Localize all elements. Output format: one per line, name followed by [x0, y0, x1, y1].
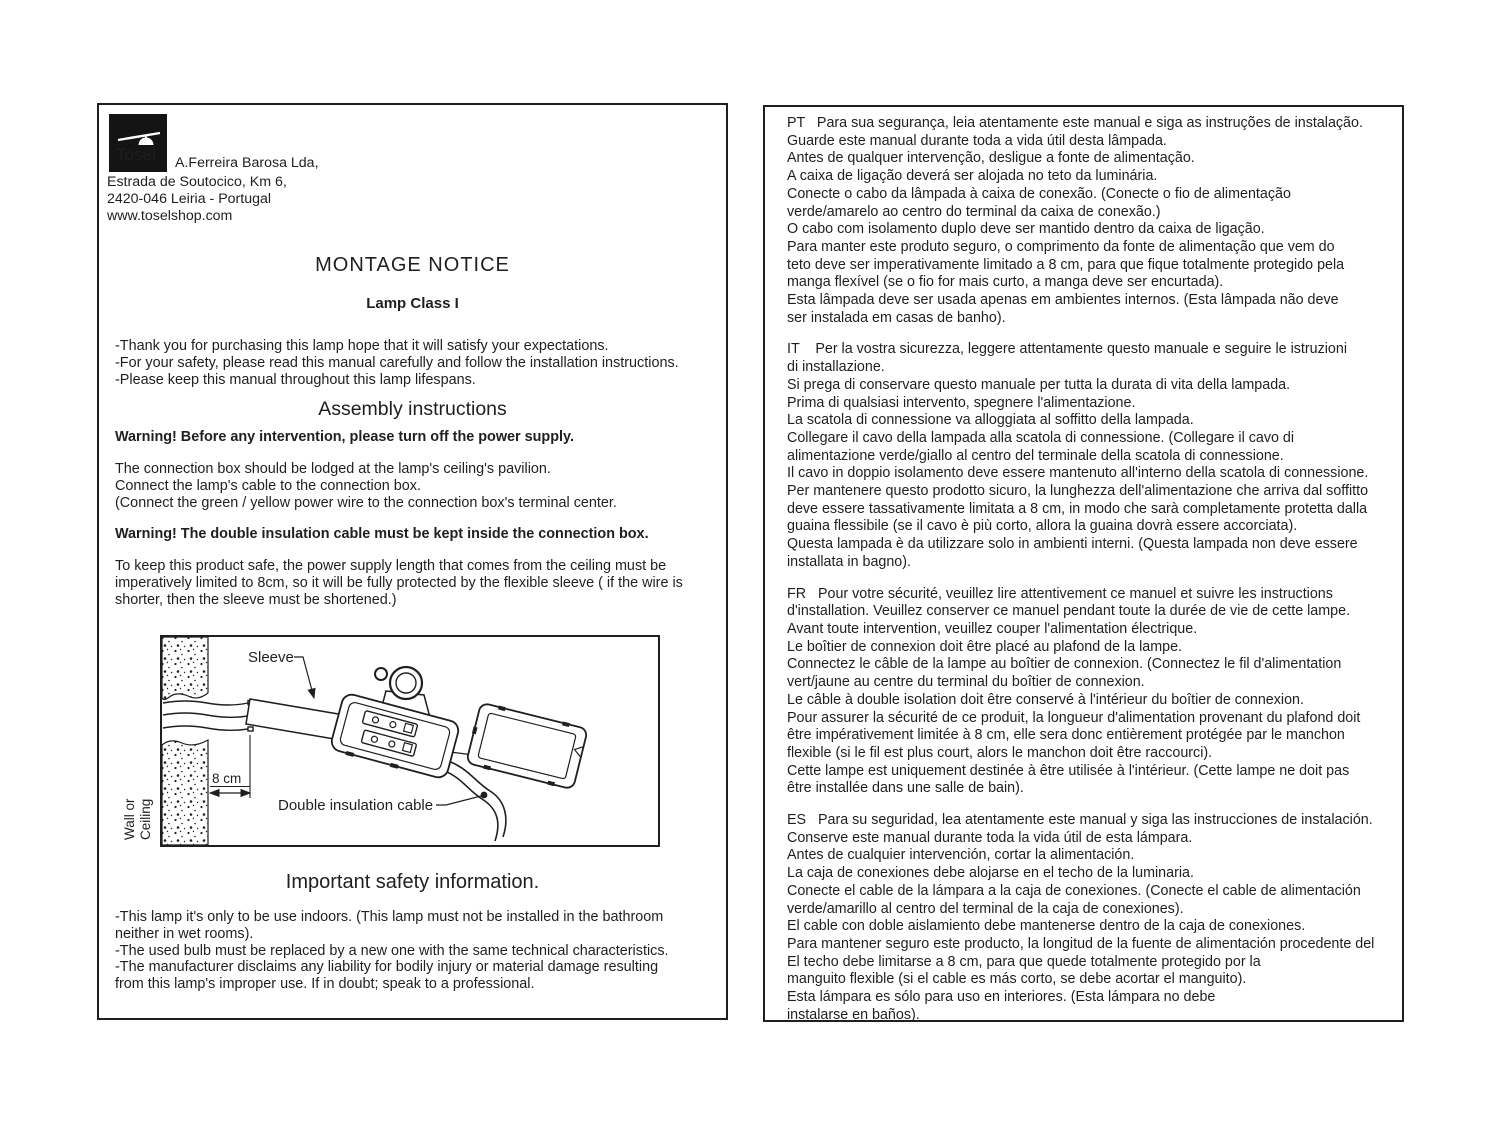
text-line: Para manter este produto seguro, o comprimento da fonte de alimentação que vem do: [787, 238, 1335, 255]
text-line: A caixa de ligação deverá ser alojada no teto da luminária.: [787, 168, 1158, 185]
right-page-translations: [763, 105, 1404, 1022]
text-line: Le boîtier de connexion doit être placé au plafond de la lampe.: [787, 638, 1183, 655]
text-line: -This lamp it's only to be use indoors. (This lamp must not be installed in the bathroom: [115, 909, 664, 925]
text-line: Conecte o cabo da lâmpada à caixa de conexão. (Conecte o fio de alimentação: [787, 185, 1291, 202]
text-line: Prima di qualsiasi intervento, spegnere l'alimentazione.: [787, 394, 1136, 411]
text-line: installata in bagno).: [787, 553, 911, 570]
page-title: MONTAGE NOTICE: [315, 254, 510, 276]
warning-power-supply: Warning! Before any intervention, please turn off the power supply.: [115, 429, 574, 445]
company-name: A.Ferreira Barosa Lda,: [175, 155, 319, 171]
text-line: être impérativement limitée à 8 cm, elle sera donc entièrement protégée par le manchon: [787, 727, 1345, 744]
text-line: ES Para su seguridad, lea atentamente este manual y siga las instrucciones de instalación.: [787, 812, 1373, 829]
intro-paragraph: [115, 338, 679, 388]
text-line: flexible (si le fil est plus court, alors le manchon doit être raccourci).: [787, 744, 1213, 761]
text-line: IT Per la vostra sicurezza, leggere attentamente questo manuale e seguire le istruzioni: [787, 341, 1347, 358]
length-paragraph: [115, 558, 683, 608]
text-line: Para mantener seguro este producto, la longitud de la fuente de alimentación procedente del: [787, 935, 1375, 952]
text-line: manga flexível (se o fio for mais curto, a manga deve ser encurtada).: [787, 274, 1224, 291]
section-italian: [787, 341, 1384, 571]
cover-box: [464, 701, 588, 791]
address-line: Estrada de Soutocico, Km 6,: [107, 174, 287, 190]
text-line: To keep this product safe, the power supply length that comes from the ceiling must be: [115, 558, 667, 574]
text-line: Si prega di conservare questo manuale per tutta la durata di vita della lampada.: [787, 376, 1291, 393]
text-line: Connectez le câble de la lampe au boîtier de connexion. (Connectez le fil d'alimentation: [787, 656, 1342, 673]
steps-paragraph: [115, 461, 617, 511]
text-line: Pour assurer la sécurité de ce produit, la longueur d'alimentation provenant du plafond doit: [787, 709, 1361, 726]
text-line: verde/amarelo ao centro do terminal da caixa de conexão.): [787, 203, 1161, 220]
text-line: Guarde este manual durante toda a vida útil desta lâmpada.: [787, 132, 1167, 149]
text-line: Conecte el cable de la lámpara a la caja de conexiones. (Conecte el cable de alimentación: [787, 882, 1361, 899]
cable-leader-dot: [481, 792, 488, 799]
text-line: Connect the lamp's cable to the connection box.: [115, 477, 421, 494]
text-line: Le câble à double isolation doit être conservé à l'intérieur du boîtier de connexion.: [787, 691, 1304, 708]
text-line: Il cavo in doppio isolamento deve essere mantenuto all'interno della scatola di connessione.: [787, 465, 1369, 482]
left-page: [97, 103, 728, 1020]
section-french: [787, 586, 1384, 798]
text-line: deve essere tassativamente limitata a 8 cm, in modo che sarà completamente protetta dalla: [787, 500, 1368, 517]
text-line: shorter, then the sleeve must be shortened.): [115, 591, 397, 608]
text-line: imperatively limited to 8cm, so it will be fully protected by the flexible sleeve ( if the wire is: [115, 574, 683, 591]
text-line: -Please keep this manual throughout this lamp lifespans.: [115, 371, 476, 388]
text-line: manguito flexible (si el cable es más corto, se debe acortar el manguito).: [787, 971, 1247, 988]
wall-label: [122, 798, 153, 840]
text-line: -Thank you for purchasing this lamp hope that it will satisfy your expectations.: [115, 338, 609, 354]
tosel-logo: [109, 114, 167, 172]
connection-box: [329, 692, 460, 781]
text-line: -The used bulb must be replaced by a new one with the same technical characteristics.: [115, 942, 669, 959]
text-line: Per mantenere questo prodotto sicuro, la lunghezza dell'alimentazione che arriva dal soffitto: [787, 483, 1369, 500]
text-line: Avant toute intervention, veuillez couper l'alimentation électrique.: [787, 620, 1198, 637]
text-line: -For your safety, please read this manual carefully and follow the installation instructions.: [115, 354, 679, 371]
text-line: Esta lâmpada deve ser usada apenas em ambientes internos. (Esta lâmpada não deve: [787, 292, 1339, 309]
text-line: PT Para sua segurança, leia atentamente este manual e siga as instruções de instalação.: [787, 115, 1363, 131]
sleeve-leader-line: [294, 657, 314, 698]
text-line: El cable con doble aislamiento debe mantenerse dentro de la caja de conexiones.: [787, 918, 1306, 935]
assembly-heading: Assembly instructions: [318, 398, 507, 420]
cable-leader-line: [436, 796, 481, 805]
text-line: di installazione.: [787, 359, 885, 376]
text-line: O cabo com isolamento duplo deve ser mantido dentro da caixa de ligação.: [787, 221, 1265, 238]
section-spanish: [787, 812, 1384, 1024]
text-line: guaina flessibile (se il cavo è più corto, allora la guaina dovrà essere accorciata).: [787, 518, 1298, 535]
address-line: www.toselshop.com: [107, 208, 233, 224]
logo-text: Tosel: [116, 145, 156, 164]
text-line: Collegare il cavo della lampada alla scatola di connessione. (Collegare il cavo di: [787, 429, 1295, 446]
text-line: Antes de cualquier intervención, cortar la alimentación.: [787, 847, 1135, 864]
text-line: d'installation. Veuillez conserver ce manuel pendant toute la durée de vie de cette lampe.: [787, 603, 1351, 620]
text-line: La caja de conexiones debe alojarse en el techo de la luminaria.: [787, 865, 1194, 882]
text-line: Conserve este manual durante toda la vida útil de esta lámpara.: [787, 829, 1193, 846]
text-line: Cette lampe est uniquement destinée à être utilisée à l'intérieur. (Cette lampe ne doit pas: [787, 762, 1350, 779]
text-line: alimentazione verde/giallo al centro del terminale della scatola di connessione.: [787, 447, 1284, 464]
dimension-label: 8 cm: [212, 771, 242, 786]
installation-diagram: [112, 635, 660, 847]
page-subtitle: Lamp Class I: [366, 295, 459, 312]
text-line: Esta lámpara es sólo para uso en interiores. (Esta lámpara no debe: [787, 989, 1216, 1006]
text-line: teto deve ser imperativamente limitado a 8 cm, para que fique totalmente protegido pela: [787, 256, 1345, 273]
power-wires: [163, 701, 253, 732]
wall-upper: [162, 637, 208, 700]
svg-text:Wall or: Wall or: [122, 798, 137, 840]
safety-paragraph: [115, 909, 669, 993]
text-line: neither in wet rooms).: [115, 925, 254, 942]
text-line: instalarse en baños).: [787, 1006, 920, 1023]
text-line: (Connect the green / yellow power wire to the connection box's terminal center.: [115, 494, 617, 511]
section-portuguese: [787, 115, 1384, 327]
text-line: verde/amarillo al centro del terminal de la caja de conexiones).: [787, 900, 1184, 917]
address-line: 2420-046 Leiria - Portugal: [107, 191, 272, 207]
translations-body: [765, 107, 1402, 1024]
sleeve-label: Sleeve: [248, 649, 294, 666]
text-line: Questa lampada è da utilizzare solo in ambienti interni. (Questa lampada non deve essere: [787, 536, 1358, 553]
text-line: FR Pour votre sécurité, veuillez lire attentivement ce manuel et suivre les instructions: [787, 585, 1333, 602]
wall-lower: [162, 740, 208, 845]
text-line: vert/jaune au centre du terminal du boîtier de connexion.: [787, 674, 1145, 691]
company-address: [107, 174, 287, 225]
cable-label: Double insulation cable: [278, 797, 434, 814]
svg-text:Ceiling: Ceiling: [138, 798, 153, 840]
text-line: La scatola di connessione va alloggiata al soffitto della lampada.: [787, 412, 1194, 429]
text-line: Antes de qualquer intervenção, desligue a fonte de alimentação.: [787, 150, 1195, 167]
text-line: from this lamp's improper use. If in doubt; speak to a professional.: [115, 976, 535, 993]
text-line: -The manufacturer disclaims any liability for bodily injury or material damage resulting: [115, 959, 659, 976]
warning-insulation-cable: Warning! The double insulation cable must be kept inside the connection box.: [115, 526, 649, 542]
safety-heading: Important safety information.: [285, 871, 540, 893]
text-line: El techo debe limitarse a 8 cm, para que quede totalmente protegido por la: [787, 953, 1261, 970]
text-line: être installée dans une salle de bain).: [787, 780, 1024, 797]
text-line: The connection box should be lodged at the lamp's ceiling's pavilion.: [115, 461, 551, 477]
text-line: ser instalada em casas de banho).: [787, 309, 1006, 326]
